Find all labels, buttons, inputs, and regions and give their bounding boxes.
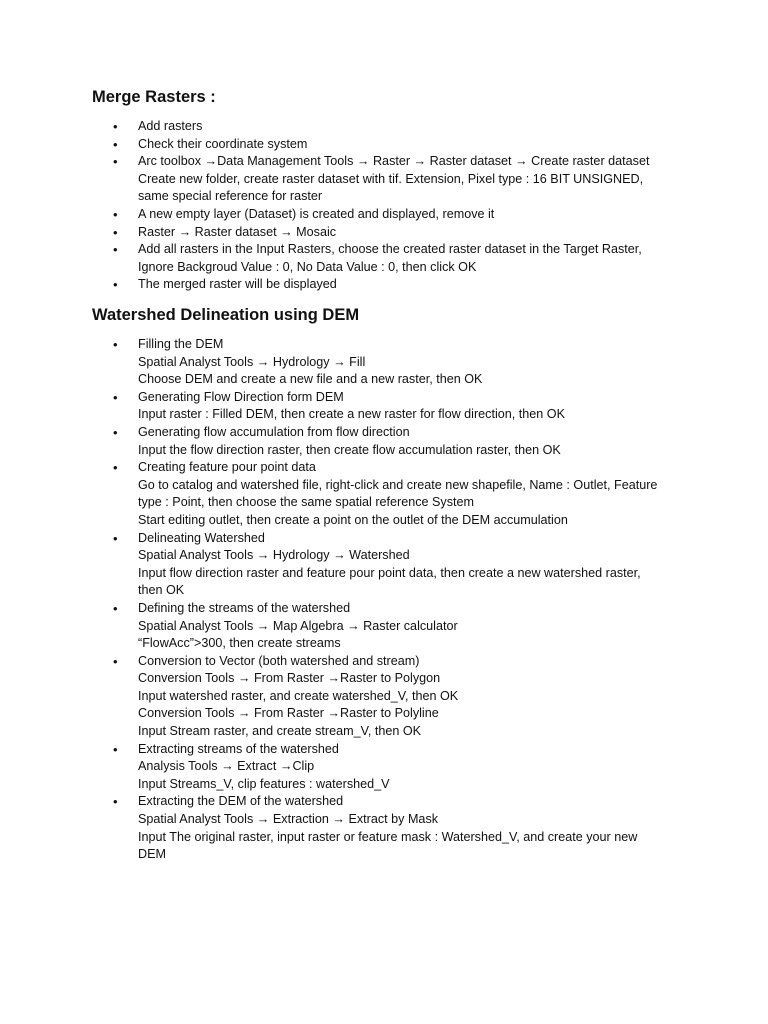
list-item xyxy=(0,653,683,741)
list-item-text: Conversion Tools → From Raster →Raster to Polyline xyxy=(138,706,439,721)
list-item-text: • Generating flow accumulation from flow direction xyxy=(138,424,410,439)
list-item-text: Spatial Analyst Tools → Map Algebra → Raster calculator xyxy=(138,618,458,633)
list-item-text: • Defining the streams of the watershed xyxy=(138,600,351,615)
list-item-text: Input The original raster, input raster or feature mask : Watershed_V, and create your new xyxy=(138,829,638,844)
list-item-text: • Extracting the DEM of the watershed xyxy=(138,794,344,809)
list-item-text: • Arc toolbox →Data Management Tools → Raster → Raster dataset → Create raster dataset xyxy=(138,154,650,169)
list-item xyxy=(0,276,683,294)
list-item-text: • A new empty layer (Dataset) is created and displayed, remove it xyxy=(138,206,495,221)
list-item-text: Input flow direction raster and feature pour point data, then create a new watershed raster, xyxy=(138,565,641,580)
list-item xyxy=(0,389,683,424)
list-item-text: Input raster : Filled DEM, then create a new raster for flow direction, then OK xyxy=(138,407,565,422)
list-item-text: Input watershed raster, and create watershed_V, then OK xyxy=(138,688,459,703)
watershed-steps-list xyxy=(0,336,683,864)
list-item-text: then OK xyxy=(138,583,185,598)
list-item-text: Spatial Analyst Tools → Extraction → Extract by Mask xyxy=(138,812,439,827)
section-title-watershed-delineation: Watershed Delineation using DEM xyxy=(92,306,360,324)
list-item-text: • Check their coordinate system xyxy=(138,136,308,151)
list-item-text: Ignore Backgroud Value : 0, No Data Value : 0, then click OK xyxy=(138,259,477,274)
list-item-text: same special reference for raster xyxy=(138,189,323,204)
list-item xyxy=(0,600,683,653)
list-item xyxy=(0,224,683,242)
list-item xyxy=(0,206,683,224)
list-item-text: • Raster → Raster dataset → Mosaic xyxy=(138,224,337,239)
list-item-text: Spatial Analyst Tools → Hydrology → Watershed xyxy=(138,548,410,563)
list-item xyxy=(0,741,683,794)
list-item-text: • Generating Flow Direction form DEM xyxy=(138,389,344,404)
list-item-text: • Extracting streams of the watershed xyxy=(138,741,339,756)
list-item-text: Input Stream raster, and create stream_V, then OK xyxy=(138,724,422,739)
list-item xyxy=(0,136,683,154)
list-item-text: • Filling the DEM xyxy=(138,337,224,351)
list-item-text: type : Point, then choose the same spatial reference System xyxy=(138,495,475,510)
list-item xyxy=(0,424,683,459)
merge-rasters-steps-list xyxy=(0,118,683,294)
list-item-text: • Add rasters xyxy=(138,119,203,133)
section-title-merge-rasters: Merge Rasters : xyxy=(92,88,216,106)
list-item-text: • Add all rasters in the Input Rasters, choose the created raster dataset in the Target Raster, xyxy=(138,242,642,257)
list-item xyxy=(0,241,683,276)
list-item xyxy=(0,118,683,136)
list-item-text: • Delineating Watershed xyxy=(138,530,265,545)
list-item xyxy=(0,530,683,600)
list-item-text: Start editing outlet, then create a point on the outlet of the DEM accumulation xyxy=(138,512,568,527)
list-item-text: • The merged raster will be displayed xyxy=(138,277,337,292)
list-item xyxy=(0,336,683,389)
list-item-text: “FlowAcc”>300, then create streams xyxy=(138,636,341,651)
list-item xyxy=(0,459,683,529)
list-item-text: Choose DEM and create a new file and a new raster, then OK xyxy=(138,372,483,387)
list-item-text: Go to catalog and watershed file, right-click and create new shapefile, Name : Outlet, Feature xyxy=(138,477,658,492)
list-item-text: Create new folder, create raster dataset with tif. Extension, Pixel type : 16 BIT UNSIGNED, xyxy=(138,171,644,186)
list-item xyxy=(0,153,683,206)
list-item-text: Conversion Tools → From Raster →Raster to Polygon xyxy=(138,671,441,686)
list-item-text: DEM xyxy=(138,847,166,862)
list-item-text: Input Streams_V, clip features : watershed_V xyxy=(138,776,390,791)
list-item-text: Analysis Tools → Extract →Clip xyxy=(138,759,315,774)
list-item-text: • Conversion to Vector (both watershed and stream) xyxy=(138,653,420,668)
list-item-text: Input the flow direction raster, then create flow accumulation raster, then OK xyxy=(138,442,561,457)
list-item xyxy=(0,793,683,863)
list-item-text: • Creating feature pour point data xyxy=(138,460,316,475)
list-item-text: Spatial Analyst Tools → Hydrology → Fill xyxy=(138,354,366,369)
